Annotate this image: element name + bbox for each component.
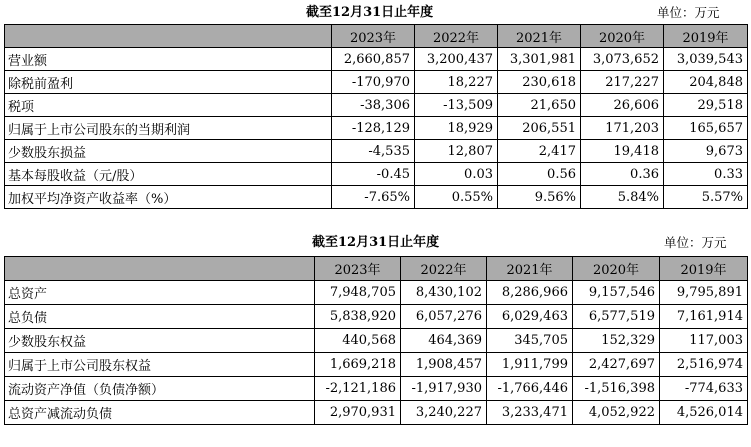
- value-cell: 29,518: [664, 94, 748, 117]
- row-label: 少数股东权益: [5, 329, 315, 353]
- value-cell: 2,970,931: [315, 401, 401, 425]
- value-cell: 0.33: [664, 163, 748, 186]
- value-cell: 3,039,543: [664, 48, 748, 71]
- row-label: 流动资产净值（负债净额）: [5, 377, 315, 401]
- year-header: 2019年: [664, 25, 748, 48]
- table-row: [5, 186, 748, 209]
- row-label: 营业额: [5, 48, 332, 71]
- year-header: 2019年: [660, 257, 748, 281]
- value-cell: 7,161,914: [660, 305, 748, 329]
- year-header: 2023年: [332, 25, 415, 48]
- value-cell: 5.57%: [664, 186, 748, 209]
- value-cell: 3,073,652: [581, 48, 664, 71]
- table-header-row: [5, 25, 748, 48]
- value-cell: -13,509: [415, 94, 498, 117]
- value-cell: -38,306: [332, 94, 415, 117]
- value-cell: -1,917,930: [401, 377, 487, 401]
- value-cell: 345,705: [487, 329, 573, 353]
- table-row: [5, 140, 748, 163]
- value-cell: 26,606: [581, 94, 664, 117]
- value-cell: 4,526,014: [660, 401, 748, 425]
- value-cell: 464,369: [401, 329, 487, 353]
- income-summary-table: [4, 24, 748, 209]
- row-label: 总资产减流动负债: [5, 401, 315, 425]
- value-cell: 2,516,974: [660, 353, 748, 377]
- table-row: [5, 281, 748, 305]
- value-cell: 8,430,102: [401, 281, 487, 305]
- year-header: 2022年: [415, 25, 498, 48]
- table-header-row: [5, 257, 748, 281]
- value-cell: 3,200,437: [415, 48, 498, 71]
- row-label: 总资产: [5, 281, 315, 305]
- value-cell: 165,657: [664, 117, 748, 140]
- row-label: 加权平均净资产收益率（%）: [5, 186, 332, 209]
- value-cell: 5.84%: [581, 186, 664, 209]
- value-cell: 2,417: [498, 140, 581, 163]
- value-cell: 21,650: [498, 94, 581, 117]
- value-cell: 9.56%: [498, 186, 581, 209]
- header-label-cell: [5, 257, 315, 281]
- value-cell: 9,157,546: [573, 281, 660, 305]
- value-cell: 3,240,227: [401, 401, 487, 425]
- value-cell: 7,948,705: [315, 281, 401, 305]
- value-cell: 206,551: [498, 117, 581, 140]
- row-label: 基本每股收益（元/股）: [5, 163, 332, 186]
- year-header: 2023年: [315, 257, 401, 281]
- table1-unit-label: 单位：万元: [657, 5, 720, 20]
- value-cell: 4,052,922: [573, 401, 660, 425]
- value-cell: -128,129: [332, 117, 415, 140]
- value-cell: 1,908,457: [401, 353, 487, 377]
- value-cell: 440,568: [315, 329, 401, 353]
- value-cell: 5,838,920: [315, 305, 401, 329]
- value-cell: 1,911,799: [487, 353, 573, 377]
- row-label: 除税前盈利: [5, 71, 332, 94]
- value-cell: 0.03: [415, 163, 498, 186]
- value-cell: 3,233,471: [487, 401, 573, 425]
- value-cell: 1,669,218: [315, 353, 401, 377]
- value-cell: -4,535: [332, 140, 415, 163]
- row-label: 总负债: [5, 305, 315, 329]
- row-label: 归属于上市公司股东权益: [5, 353, 315, 377]
- value-cell: 0.36: [581, 163, 664, 186]
- year-header: 2020年: [581, 25, 664, 48]
- value-cell: 217,227: [581, 71, 664, 94]
- table-row: [5, 117, 748, 140]
- value-cell: -1,766,446: [487, 377, 573, 401]
- value-cell: -170,970: [332, 71, 415, 94]
- value-cell: 8,286,966: [487, 281, 573, 305]
- value-cell: -7.65%: [332, 186, 415, 209]
- value-cell: -2,121,186: [315, 377, 401, 401]
- value-cell: 0.56: [498, 163, 581, 186]
- header-label-cell: [5, 25, 332, 48]
- value-cell: 6,577,519: [573, 305, 660, 329]
- value-cell: 2,660,857: [332, 48, 415, 71]
- table-row: [5, 401, 748, 425]
- value-cell: 12,807: [415, 140, 498, 163]
- value-cell: 0.55%: [415, 186, 498, 209]
- value-cell: -1,516,398: [573, 377, 660, 401]
- value-cell: 9,673: [664, 140, 748, 163]
- row-label: 归属于上市公司股东的当期利润: [5, 117, 332, 140]
- table-row: [5, 48, 748, 71]
- value-cell: -774,633: [660, 377, 748, 401]
- value-cell: 117,003: [660, 329, 748, 353]
- value-cell: 6,029,463: [487, 305, 573, 329]
- table-row: [5, 353, 748, 377]
- value-cell: 3,301,981: [498, 48, 581, 71]
- value-cell: -0.45: [332, 163, 415, 186]
- year-header: 2021年: [487, 257, 573, 281]
- value-cell: 9,795,891: [660, 281, 748, 305]
- table2-unit-label: 单位：万元: [664, 235, 727, 250]
- value-cell: 18,929: [415, 117, 498, 140]
- row-label: 少数股东损益: [5, 140, 332, 163]
- value-cell: 6,057,276: [401, 305, 487, 329]
- year-header: 2020年: [573, 257, 660, 281]
- value-cell: 204,848: [664, 71, 748, 94]
- balance-summary-table: [4, 256, 748, 425]
- value-cell: 2,427,697: [573, 353, 660, 377]
- table-row: [5, 71, 748, 94]
- table2-caption: 截至12月31日止年度: [312, 235, 440, 250]
- year-header: 2021年: [498, 25, 581, 48]
- table-row: [5, 94, 748, 117]
- table1-caption: 截至12月31日止年度: [306, 5, 434, 20]
- value-cell: 152,329: [573, 329, 660, 353]
- table-row: [5, 163, 748, 186]
- table-row: [5, 305, 748, 329]
- value-cell: 19,418: [581, 140, 664, 163]
- table-row: [5, 377, 748, 401]
- year-header: 2022年: [401, 257, 487, 281]
- row-label: 税项: [5, 94, 332, 117]
- value-cell: 230,618: [498, 71, 581, 94]
- value-cell: 18,227: [415, 71, 498, 94]
- value-cell: 171,203: [581, 117, 664, 140]
- table-row: [5, 329, 748, 353]
